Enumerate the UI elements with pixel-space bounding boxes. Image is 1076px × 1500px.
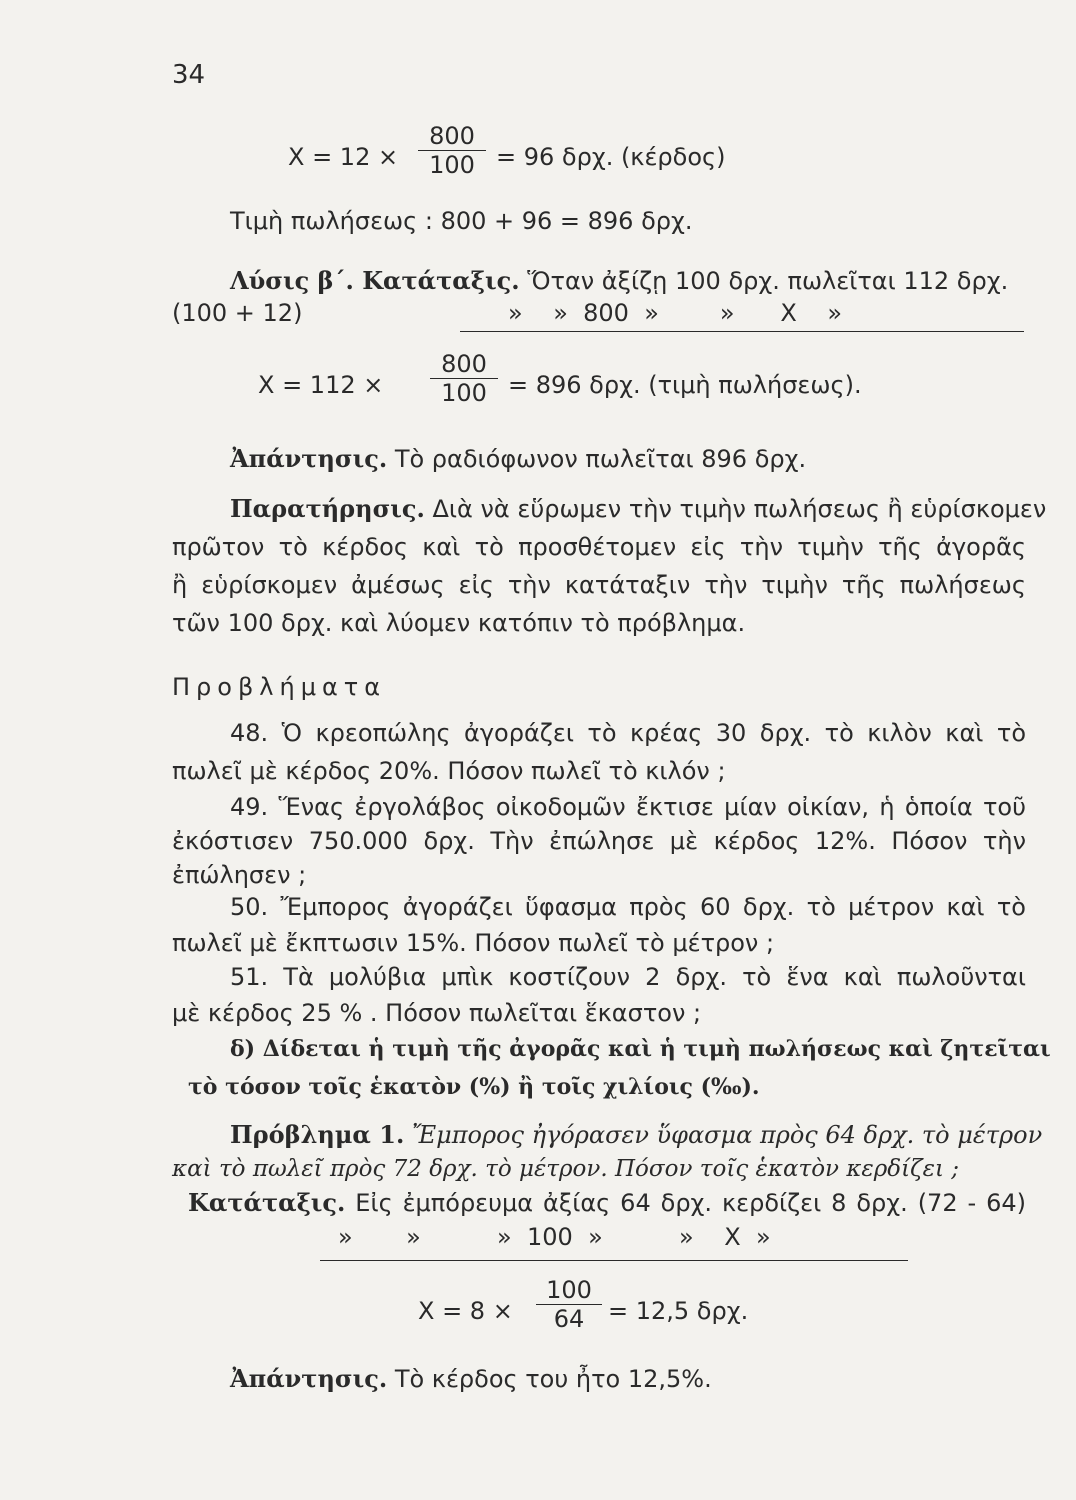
divider-rule [460, 331, 1024, 332]
problem-51-line-1: 51. Τὰ μολύβια μπὶκ κοστίζουν 2 δρχ. τὸ ἕνα καὶ πωλοῦνται [230, 963, 1026, 991]
remark-line-3: ἢ εὑρίσκομεν ἀμέσως εἰς τὴν κατάταξιν τὴν τιμὴν τῆς πωλήσεως [172, 571, 1026, 599]
answer2-line [230, 1364, 712, 1394]
problem-51-line-2: μὲ κέρδος 25 % . Πόσον πωλεῖται ἕκαστον ; [172, 999, 702, 1027]
answer1-label: Ἀπάντησις. [230, 444, 388, 473]
solution-b-paren: (100 + 12) [172, 299, 303, 327]
answer2-text: Τὸ κέρδος του ἦτο 12,5%. [394, 1365, 712, 1393]
problem-50-line-1: 50. Ἔμπορος ἀγοράζει ὕφασμα πρὸς 60 δρχ. τὸ μέτρον καὶ τὸ [230, 893, 1026, 921]
remark-text-1: Διὰ νὰ εὕρωμεν τὴν τιμὴν πωλήσεως ἢ εὑρίσκομεν [432, 495, 1047, 523]
problem1-row2: » » » 100 » » X » [338, 1223, 771, 1251]
calc1-fraction [418, 122, 486, 179]
calc3-lhs: X = 8 × [418, 1297, 513, 1325]
calc1-rhs: = 96 δρχ. (κέρδος) [496, 143, 726, 171]
problem1-text-1: Ἔμπορος ἠγόρασεν ὕφασμα πρὸς 64 δρχ. τὸ μέτρον [411, 1121, 1043, 1149]
calc2-lhs: X = 112 × [258, 371, 384, 399]
calc1-numerator: 800 [429, 122, 475, 150]
problem1-label: Πρόβλημα 1. [230, 1120, 405, 1149]
calc2-fraction [430, 350, 498, 407]
problem-50-line-2: πωλεῖ μὲ ἔκπτωσιν 15%. Πόσον πωλεῖ τὸ μέτρον ; [172, 929, 775, 957]
section-d-line-1: δ) Δίδεται ἡ τιμὴ τῆς ἀγορᾶς καὶ ἡ τιμὴ πωλήσεως καὶ ζητεῖται [230, 1036, 1051, 1062]
selling-price-line: Τιμὴ πωλήσεως : 800 + 96 = 896 δρχ. [230, 207, 693, 235]
page-number: 34 [172, 60, 206, 90]
solution-b-line [230, 266, 1008, 296]
solution-b-text: Ὅταν ἀξίζῃ 100 δρχ. πωλεῖται 112 δρχ. [527, 267, 1009, 295]
answer2-label: Ἀπάντησις. [230, 1364, 388, 1393]
problem1-classification-line [188, 1188, 1026, 1218]
calc3-rhs: = 12,5 δρχ. [608, 1297, 749, 1325]
calc2-numerator: 800 [441, 350, 487, 378]
answer1-text: Τὸ ραδιόφωνον πωλεῖται 896 δρχ. [394, 445, 807, 473]
problem-49-line-3: ἐπώλησεν ; [172, 861, 307, 889]
problem-49-line-2: ἐκόστισεν 750.000 δρχ. Τὴν ἐπώλησε μὲ κέρδος 12%. Πόσον τὴν [172, 827, 1026, 855]
problem1-classification-label: Κατάταξις. [188, 1188, 346, 1217]
remark-label: Παρατήρησις. [230, 494, 425, 523]
remark-line-2: πρῶτον τὸ κέρδος καὶ τὸ προσθέτομεν εἰς τὴν τιμὴν τῆς ἀγορᾶς [172, 533, 1026, 561]
problems-heading: Προβλήματα [172, 673, 387, 701]
solution-b-row2: » » 800 » » X » [508, 299, 843, 327]
calc1-lhs: X = 12 × [288, 143, 399, 171]
calc3-denominator: 64 [536, 1304, 602, 1333]
problem-48-line-2: πωλεῖ μὲ κέρδος 20%. Πόσον πωλεῖ τὸ κιλόν ; [172, 757, 726, 785]
section-d-line-2: τὸ τόσον τοῖς ἑκατὸν (%) ἢ τοῖς χιλίοις (‰). [188, 1074, 760, 1100]
problem1-classification-text: Εἰς ἐμπόρευμα ἀξίας 64 δρχ. κερδίζει 8 δρχ. (72 - 64) [355, 1189, 1026, 1217]
calc2-denominator: 100 [430, 378, 498, 407]
problem-49-line-1: 49. Ἕνας ἐργολάβος οἰκοδομῶν ἔκτισε μίαν οἰκίαν, ἡ ὁποία τοῦ [230, 793, 1026, 821]
calc3-fraction [536, 1276, 602, 1333]
calc1-denominator: 100 [418, 150, 486, 179]
solution-b-label: Λύσις β΄. Κατάταξις. [230, 266, 520, 295]
divider-rule-2 [320, 1260, 908, 1261]
remark-line-4: τῶν 100 δρχ. καὶ λύομεν κατόπιν τὸ πρόβλημα. [172, 609, 746, 637]
problem-48-line-1: 48. Ὁ κρεοπώλης ἀγοράζει τὸ κρέας 30 δρχ. τὸ κιλὸν καὶ τὸ [230, 719, 1026, 747]
answer1-line [230, 444, 806, 474]
problem1-line-2: καὶ τὸ πωλεῖ πρὸς 72 δρχ. τὸ μέτρον. Πόσον τοῖς ἑκατὸν κερδίζει ; [172, 1156, 960, 1182]
remark-line-1 [230, 494, 1047, 524]
problem1-line-1 [230, 1120, 1043, 1150]
calc3-numerator: 100 [546, 1276, 592, 1304]
calc2-rhs: = 896 δρχ. (τιμὴ πωλήσεως). [508, 371, 862, 399]
